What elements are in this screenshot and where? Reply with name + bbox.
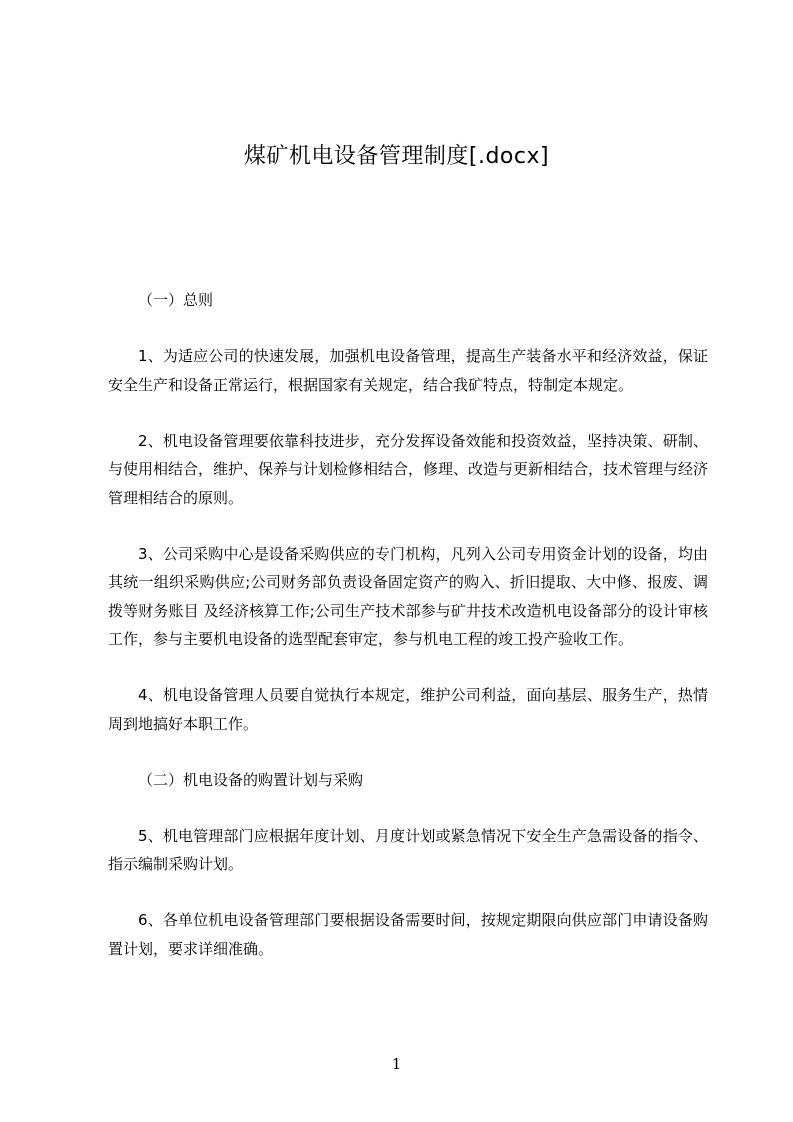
document-title: 煤矿机电设备管理制度[.docx] — [243, 144, 550, 169]
page-number: 1 — [391, 1055, 402, 1073]
section-heading-general: （一）总则 — [138, 291, 214, 309]
paragraph-5: 5、机电管理部门应根据年度计划、月度计划或紧急情况下安全生产急需设备的指令、指示编制采购计划。 — [108, 826, 708, 873]
paragraph-3: 3、公司采购中心是设备采购供应的专门机构，凡列入公司专用资金计划的设备，均由其统一组织采购供应;公司财务部负责设备固定资产的购入、折旧提取、大中修、报废、调拨等财务账目 及经济核算工作;公司生产技术部参与矿井技术改造机电设备部分的设计审核工作，参与主要机电设备的选型配套审定，参与机电工程的竣工投产验收工作。 — [108, 544, 708, 648]
paragraph-1: 1、为适应公司的快速发展，加强机电设备管理，提高生产装备水平和经济效益，保证安全生产和设备正常运行，根据国家有关规定，结合我矿特点，特制定本规定。 — [108, 347, 708, 394]
paragraph-6: 6、各单位机电设备管理部门要根据设备需要时间，按规定期限向供应部门申请设备购置计划，要求详细准确。 — [108, 911, 708, 958]
document-body — [108, 286, 708, 991]
section-heading-purchase: （二）机电设备的购置计划与采购 — [138, 770, 364, 789]
paragraph-2: 2、机电设备管理要依靠科技进步，充分发挥设备效能和投资效益，坚持决策、研制、与使用相结合，维护、保养与计划检修相结合，修理、改造与更新相结合，技术管理与经济管理相结合的原则。 — [108, 431, 709, 507]
paragraph-4: 4、机电设备管理人员要自觉执行本规定，维护公司利益，面向基层、服务生产，热情周到地搞好本职工作。 — [108, 686, 708, 733]
